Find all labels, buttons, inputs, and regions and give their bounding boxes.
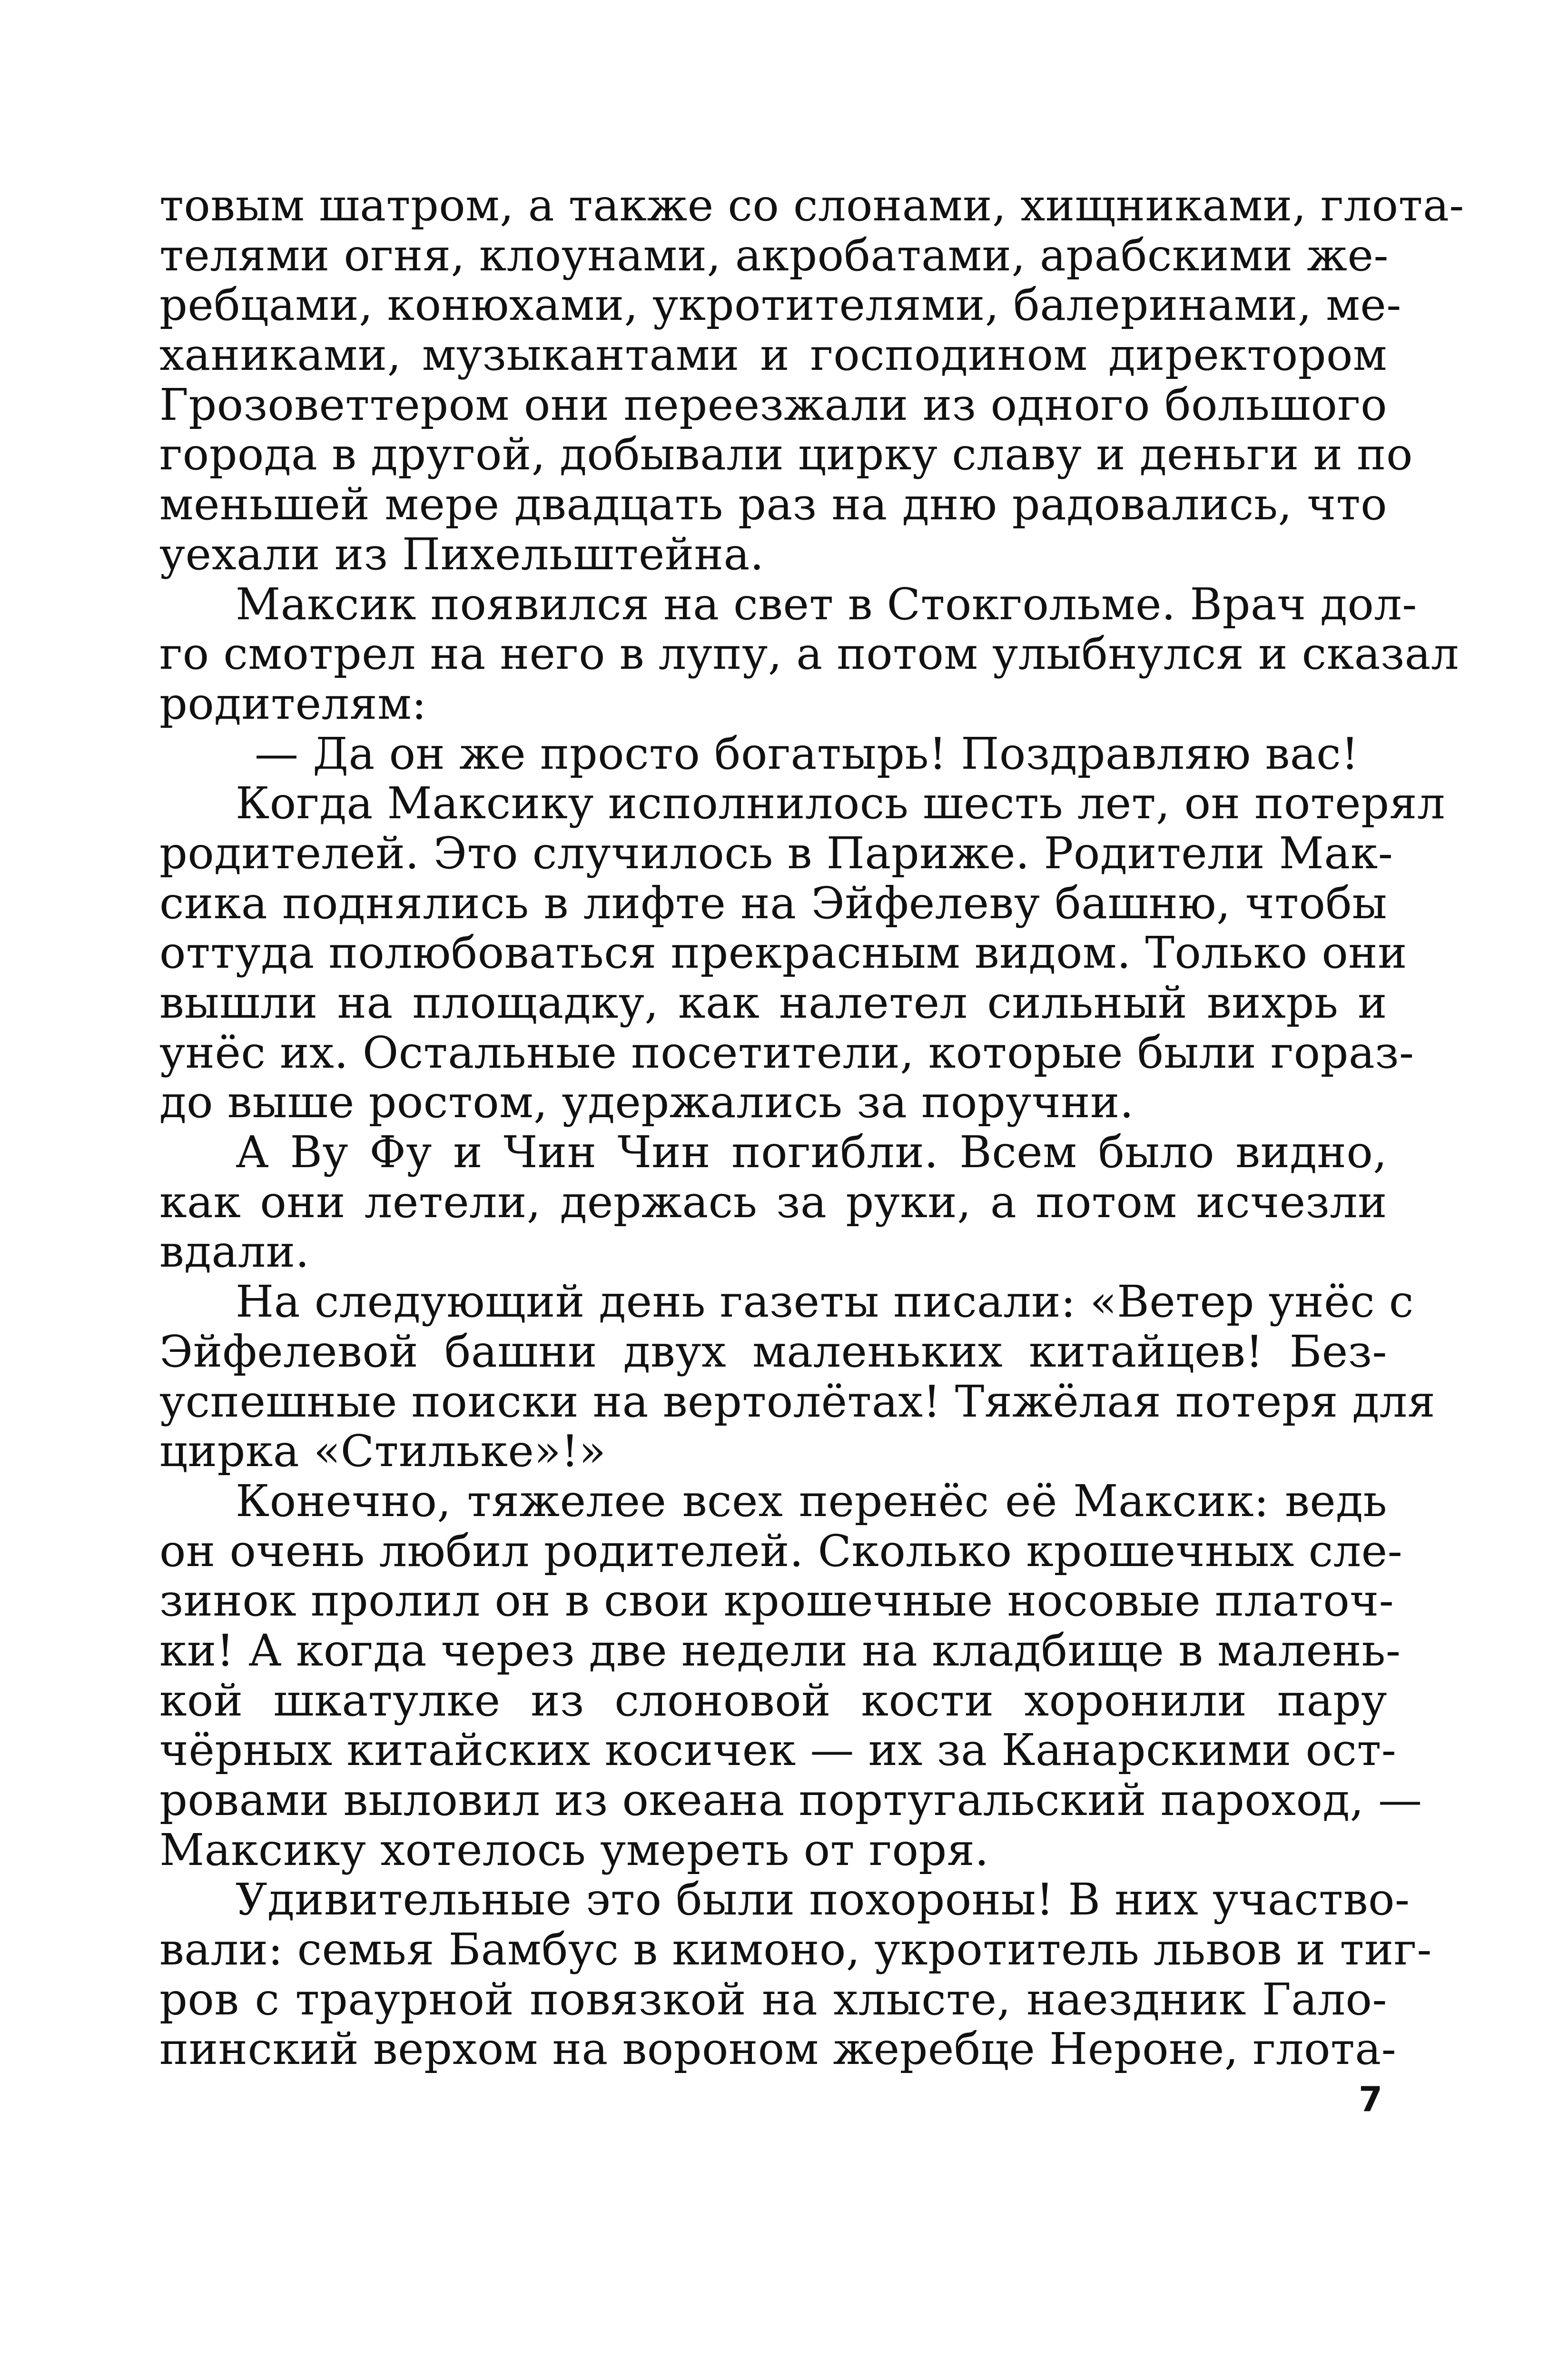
text-line: Максику хотелось умереть от горя. [159, 1824, 989, 1875]
text-line: родителям: [159, 678, 427, 729]
text-line: как они летели, держась за руки, а потом исчезли [159, 1176, 1387, 1228]
text-line: сика поднялись в лифте на Эйфелеву башню, чтобы [159, 877, 1387, 929]
text-line: ров с траурной повязкой на хлысте, наездник Гало- [159, 1973, 1387, 2025]
paragraph-first-line: На следующий день газеты писали: «Ветер унёс с [236, 1276, 1414, 1328]
text-line: вали: семья Бамбус в кимоно, укротитель львов и тиг- [159, 1924, 1432, 1975]
text-line: зинок пролил он в свои крошечные носовые платоч- [159, 1575, 1394, 1626]
text-line: Эйфелевой башни двух маленьких китайцев! Без- [159, 1326, 1387, 1377]
dialog-line: — Да он же просто богатырь! Поздравляю вас! [255, 728, 1359, 779]
text-line: успешные поиски на вертолётах! Тяжёлая потеря для [159, 1376, 1436, 1427]
page-number: 7 [1359, 2079, 1383, 2119]
text-line: чёрных китайских косичек — их за Канарскими ост- [159, 1725, 1397, 1776]
text-line: до выше ростом, удержались за поручни. [159, 1077, 1134, 1128]
text-line: меньшей мере двадцать раз на дню радовались, что [159, 479, 1387, 530]
text-line: вышли на площадку, как налетел сильный вихрь и [159, 977, 1387, 1028]
text-line: города в другой, добывали цирку славу и деньги и по [159, 429, 1413, 480]
text-line: кой шкатулке из слоновой кости хоронили пару [159, 1675, 1387, 1726]
paragraph-first-line: Конечно, тяжелее всех перенёс её Максик: ведь [236, 1475, 1387, 1527]
text-line: ки! А когда через две недели на кладбище в малень- [159, 1625, 1401, 1676]
text-line: ребцами, конюхами, укротителями, балеринами, ме- [159, 279, 1401, 331]
text-line: телями огня, клоунами, акробатами, арабскими же- [159, 229, 1389, 281]
text-line: цирка «Стильке»!» [159, 1426, 606, 1477]
paragraph-first-line: А Ву Фу и Чин Чин погибли. Всем было видно, [236, 1127, 1387, 1178]
text-line: го смотрел на него в лупу, а потом улыбнулся и сказал [159, 628, 1459, 680]
text-line: товым шатром, а также со слонами, хищниками, глота- [159, 180, 1464, 231]
text-line: пинский верхом на вороном жеребце Нероне, глота- [159, 2023, 1397, 2075]
paragraph-first-line: Максик появился на свет в Стокгольме. Врач дол- [236, 578, 1417, 630]
paragraph-first-line: Когда Максику исполнилось шесть лет, он потерял [236, 778, 1445, 829]
paragraph-first-line: Удивительные это были похороны! В них участво- [236, 1874, 1410, 1925]
body-text [159, 180, 1464, 2075]
text-line: он очень любил родителей. Сколько крошечных сле- [159, 1525, 1403, 1577]
text-line: оттуда полюбоваться прекрасным видом. Только они [159, 927, 1407, 979]
text-line: уехали из Пихельштейна. [159, 528, 764, 580]
text-line: ханиками, музыкантами и господином директором [159, 329, 1387, 381]
text-line: унёс их. Остальные посетители, которые были гораз- [159, 1027, 1414, 1078]
text-line: ровами выловил из океана португальский пароход, — [159, 1775, 1422, 1825]
text-line: вдали. [159, 1226, 310, 1278]
text-line: родителей. Это случилось в Париже. Родители Мак- [159, 827, 1393, 879]
text-line: Грозоветтером они переезжали из одного большого [159, 379, 1387, 430]
